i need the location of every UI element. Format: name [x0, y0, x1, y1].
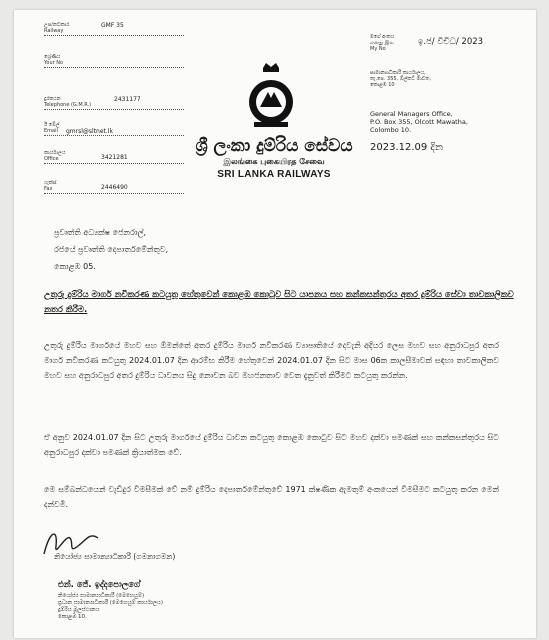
address-si: සාමාන්‍යාධිකාරී කාර්යාලය, තැ.පෙ. 355, ඕල්කට් මාවත, කොළඹ 10 [370, 70, 431, 88]
body-paragraph-1: උතුරු දුම්රිය මාර්ගයේ මහව සහ ඕමන්තේ අතර දුම්රිය මාර්ග නවීකරණ ව්‍යාපෘතියේ දෙවැනි අදියර ලෙස මහව සහ අනුරාධපුර අතර මාර්ග නවීකරණ කටයුතු 2024.01.07 දින ආරම්භ කිරීම හේතුවෙන් 2024.01.07 දින සිට මාස 06ක කාලසීමාවක් සඳහා තාවකාලිකව මහව සහ අනුරාධපුර අතර දුම්රිය ධාවනය සිදු නොවන බව මහජනතාව වෙත දැනුවත් කිරීමට කටයුතු කරන්න. [44, 341, 499, 380]
address-en: General Managers Office, P.O. Box 355, Olcott Mawatha, Colombo 10. [370, 110, 468, 134]
field-railway: උප/නවකාර Railway GMF 35 [44, 22, 184, 36]
my-no-value: ඉ.ජ/ විචිධ/ 2023 [418, 37, 484, 47]
field-fax: ෆැක්ස් Fax 2446490 [44, 180, 184, 194]
my-no-block: මගේ අංකය எனது இல My No ඉ.ජ/ විචිධ/ 2023 [370, 34, 484, 52]
letter-page [14, 10, 536, 638]
railway-emblem-icon [246, 62, 296, 132]
field-email: ඊ මේල් Email gmrsl@sltnet.lk [44, 122, 184, 136]
letter-subject: උතුරු දුම්රිය මාර්ග නවීකරණ කටයුතු හේතුවෙන් කොළඹ කොටුව සිට යාපනය සහ කන්කසන්තුරය අතර දුම්රිය සේවා තාවකාලිකව නතර කිරීම. [44, 290, 514, 315]
field-telephone: දුරකථන Telephone (G.M.R.) 2431177 [44, 96, 184, 110]
signatory-title: නියෝජ්‍ය සාමාන්‍යාධිකාරී (ගමනාගමන) [54, 552, 176, 561]
signatory-stamp: නියෝජ්‍ය සාමාන්‍යාධිකාරී (මෙහෙයුම්) ප්‍රධාන සාමාන්‍යාධිකාරී (මෙහෙයුම් කාර්යාලය) දුම්රිය මූලස්ථානය කොළඹ 10. [58, 593, 164, 620]
field-your-no: ශ්‍රේණිය Your No [44, 54, 184, 68]
body-paragraph-2: ඒ අනුව 2024.01.07 දින සිට උතුරු මාර්ගයේ දුම්රිය ධාවන කටයුතු කොළඹ කොටුව සිට මහව දක්වා පමණක් සහ කන්කසන්තුරය සිට අනුරාධපුර දක්වා පමණක් ක්‍රියාත්මක වේ. [44, 433, 499, 457]
field-office: කාර්යාලය Office 3421281 [44, 150, 184, 164]
addressee-block: ප්‍රවෘත්ති අධ්‍යක්ෂ ජෙනරාල්, රජයේ ප්‍රවෘත්ති දෙපාර්තමේන්තුව, කොළඹ 05. [54, 228, 169, 271]
signatory-name: එන්. ජේ. ඉද්දපොලගේ [58, 580, 141, 590]
letterhead-title: ශ්‍රී ලංකා දුම්රිය සේවය இலங்கை புகையிரத சேவை SRI LANKA RAILWAYS [195, 136, 353, 180]
header-right [370, 34, 520, 153]
body-paragraph-3: මෙ සම්බන්ධයෙන් වැඩිදුර විමසීමක් වේ නම් දුම්රිය දෙපාර්තමේන්තුවේ 1971 ක්ෂණික ඇමතුම් අංකයෙන් විමසීමට කටයුතු කරන මෙන් දන්වමි. [44, 485, 499, 509]
letter-date: 2023.12.09 දින [370, 142, 443, 153]
